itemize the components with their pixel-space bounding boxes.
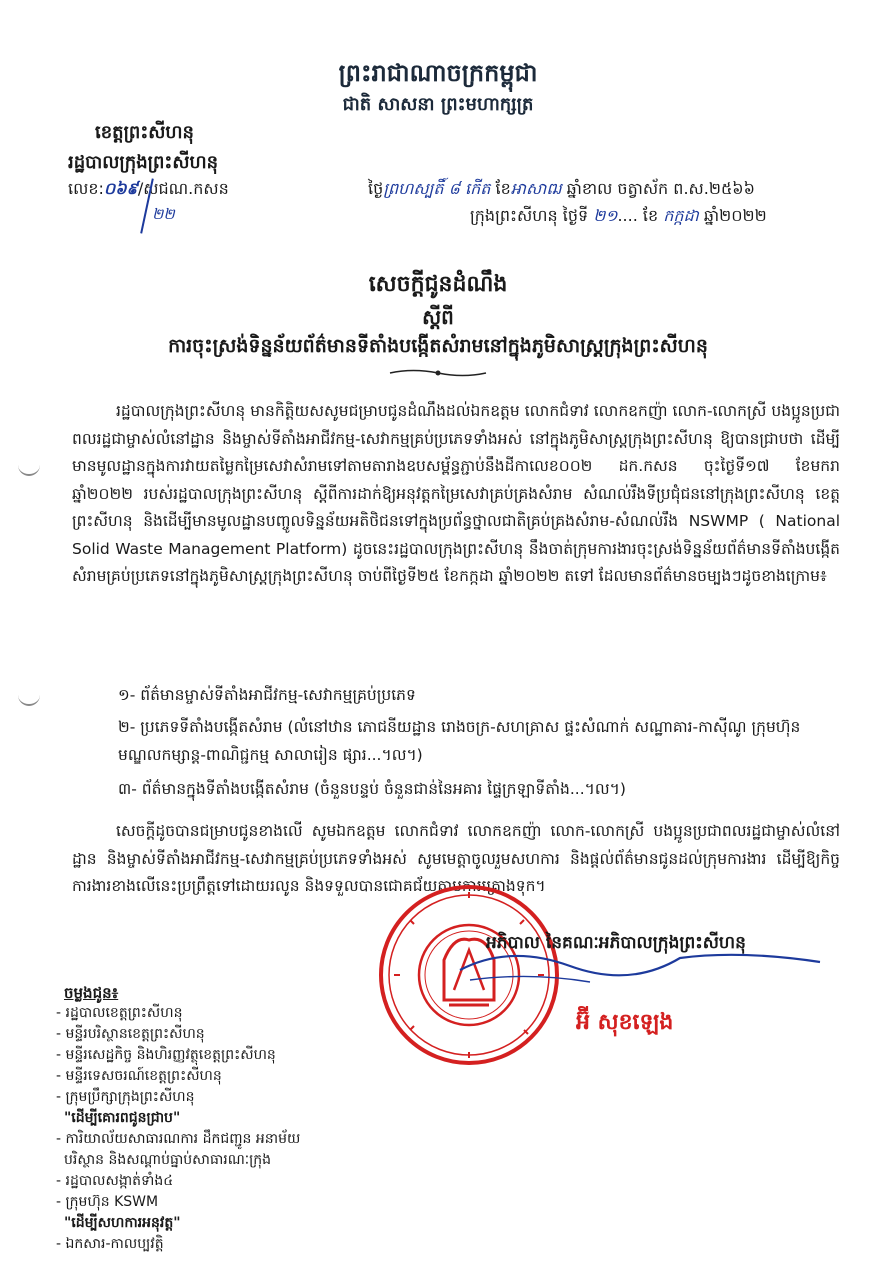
kingdom-title: ព្រះរាជាណាចក្រកម្ពុជា: [338, 59, 538, 87]
info-item-1: ១- ព័ត៌មានម្ចាស់ទីតាំងអាជីវកម្ម-សេវាកម្មគ្រប់ប្រភេទ: [118, 686, 416, 704]
body-paragraph-2: សេចក្តីដូចបានជម្រាបជូនខាងលើ សូមឯកឧត្តម លោកជំទាវ លោកឧកញ៉ា លោក-លោកស្រី បងប្អូនប្រជាពលរដ្ឋជាម្ចាស់លំនៅដ្ឋាន និងម្ចាស់ទីតាំងអាជីវកម្ម-សេវាកម្មគ្រប់ប្រភេទទាំងអស់ សូមមេត្តាចូលរួមសហការ និងផ្តល់ព័ត៌មានជូនដល់ក្រុមការងារ ដើម្បីឱ្យកិច្ចការងារខាងលើនេះប្រព្រឹត្តទៅដោយរលូន និងទទួលបានជោគជ័យតាមការគ្រោងទុក។: [72, 822, 840, 895]
list-item: - ការិយាល័យសាធារណការ ដឹកជញ្ជូន អនាម័យ: [56, 1131, 301, 1147]
solar-month: កក្កដា: [663, 206, 699, 225]
lunar-date: [368, 178, 755, 202]
document-title: សេចក្តីជូនដំណឹង: [368, 272, 508, 297]
list-item: - ឯកសារ-កាលប្បវត្តិ: [56, 1236, 164, 1252]
list-item: - មន្ទីរសេដ្ឋកិច្ច និងហិរញ្ញវត្ថុខេត្តព្រះសីហនុ: [56, 1047, 276, 1063]
cc-list-1: [56, 1003, 300, 1255]
list-item: - ក្រុមប្រឹក្សាក្រុងព្រះសីហនុ: [56, 1089, 195, 1105]
lunar-month-label: ខែ: [495, 179, 511, 198]
list-item: - មន្ទីរបរិស្ថានខេត្តព្រះសីហនុ: [56, 1026, 205, 1042]
body-paragraph-1: រដ្ឋបាលក្រុងព្រះសីហនុ មានកិត្តិយសសូមជម្រាបជូនដំណឹងដល់ឯកឧត្តម លោកជំទាវ លោកឧកញ៉ា លោក-លោកស្រី បងប្អូនប្រជាពលរដ្ឋជាម្ចាស់លំនៅដ្ឋាន និងម្ចាស់ទីតាំងអាជីវកម្ម-សេវាកម្មគ្រប់ប្រភេទទាំងអស់ នៅក្នុងភូមិសាស្ត្រក្រុងព្រះសីហនុ ឱ្យបានជ្រាបថា ដើម្បីមានមូលដ្ឋានក្នុងការវាយតម្លៃកម្រៃសេវាសំរាមទៅតាមតារាងឧបសម្ព័ន្ធភ្ជាប់នឹងដីកាលេខ០០២ ដក.កសន ចុះថ្ងៃទី១៧ ខែមករា ឆ្នាំ២០២២ របស់រដ្ឋបាលក្រុងព្រះសីហនុ ស្តីពីការដាក់ឱ្យអនុវត្តកម្រៃសេវាគ្រប់គ្រងសំរាម សំណល់រឹងទីប្រជុំជននៅក្រុងព្រះសីហនុ ខេត្តព្រះសីហនុ និងដើម្បីមានមូលដ្ឋានបញ្ចូលទិន្នន័យអតិថិជនទៅក្នុងប្រព័ន្ធថ្នាលជាតិគ្រប់គ្រងសំរាម-សំណល់រឹង NSWMP ( National Solid Waste Management Platform) ដូចនេះរដ្ឋបាលក្រុងព្រះសីហនុ នឹងចាត់ក្រុមការងារចុះស្រង់ទិន្នន័យព័ត៌មានទីតាំងបង្កើតសំរាមគ្រប់ប្រភេទនៅក្នុងភូមិសាស្ត្រក្រុងព្រះសីហនុ ចាប់ពីថ្ងៃទី២៥ ខែកក្កដា ឆ្នាំ២០២២ តទៅ ដែលមានព័ត៌មានចម្បងៗដូចខាងក្រោម៖: [72, 402, 840, 585]
title-ornament: [388, 366, 488, 380]
list-item: - មន្ទីរទេសចរណ៍ខេត្តព្រះសីហនុ: [56, 1068, 222, 1084]
solar-day: ២១: [593, 206, 618, 225]
list-item: - រដ្ឋបាលខេត្តព្រះសីហនុ: [56, 1005, 183, 1021]
lunar-month: អាសាឍ: [510, 179, 562, 198]
province-name: ខេត្តព្រះសីហនុ: [95, 122, 194, 143]
list-item: បរិស្ថាន និងសណ្តាប់ធ្នាប់សាធារណៈក្រុង: [64, 1152, 272, 1168]
solar-date: ក្រុងព្រះសីហនុ ថ្ងៃទី ២១.... ខែ កក្កដា ឆ្នាំ២០២២: [470, 206, 767, 225]
lunar-prefix: ថ្ងៃ: [368, 179, 384, 198]
cc-title: ចម្លងជូន៖: [64, 984, 119, 1002]
signer-title: អភិបាល នៃគណៈអភិបាលក្រុងព្រះសីហនុ: [486, 933, 746, 953]
handwritten-signature: [440, 940, 840, 1000]
solar-month-label: ខែ: [642, 206, 659, 225]
info-item-3: ៣- ព័ត៌មានក្នុងទីតាំងបង្កើតសំរាម (ចំនួនបន្ទប់ ចំនួនជាន់នៃអគារ ផ្ទៃក្រឡាទីតាំង...។ល។): [118, 780, 626, 798]
national-motto: ជាតិ សាសនា ព្រះមហាក្សត្រ: [342, 94, 534, 115]
margin-mark: [18, 692, 40, 706]
signer-name: អ៊ី សុខឡេង: [576, 1010, 674, 1035]
lunar-day: ព្រហស្បតិ៍ ៨ កើត: [383, 179, 491, 198]
info-item-2: ២- ប្រភេទទីតាំងបង្កើតសំរាម (លំនៅឋាន ភោជនីយដ្ឋាន រោងចក្រ-សហគ្រាស ផ្ទះសំណាក់ សណ្ឋាគារ-កាស៊ីណូ ក្រុមហ៊ុន មណ្ឌលកម្សាន្ត-ពាណិជ្ជកម្ម សាលារៀន ផ្សារ...។ល។): [118, 718, 801, 764]
ref-label: លេខ:: [68, 179, 104, 198]
cc-purpose: "ដើម្បីគោរពជូនជ្រាប": [64, 1110, 181, 1126]
ref-suffix: /សជណ.កសន: [137, 179, 229, 198]
solar-year: ឆ្នាំ២០២២: [703, 206, 767, 225]
cc-purpose: "ដើម្បីសហការអនុវត្ត": [64, 1215, 181, 1231]
ref-number: ០៦៩: [103, 179, 138, 198]
administration-name: រដ្ឋបាលក្រុងព្រះសីហនុ: [68, 152, 219, 173]
margin-mark: [18, 462, 40, 476]
ref-year: ២២: [152, 205, 175, 223]
lunar-year: ឆ្នាំខាល ចត្វាស័ក ព.ស.២៥៦៦: [566, 179, 755, 198]
document-subject: ការចុះស្រង់ទិន្នន័យព័ត៌មានទីតាំងបង្កើតសំរាមនៅក្នុងភូមិសាស្ត្រក្រុងព្រះសីហនុ: [168, 335, 708, 357]
solar-prefix: ក្រុងព្រះសីហនុ ថ្ងៃទី: [470, 206, 589, 225]
list-item: - រដ្ឋបាលសង្កាត់ទាំង៤: [56, 1173, 174, 1189]
list-item: - ក្រុមហ៊ុន KSWM: [56, 1194, 159, 1210]
about-label: ស្តីពី: [422, 305, 454, 329]
